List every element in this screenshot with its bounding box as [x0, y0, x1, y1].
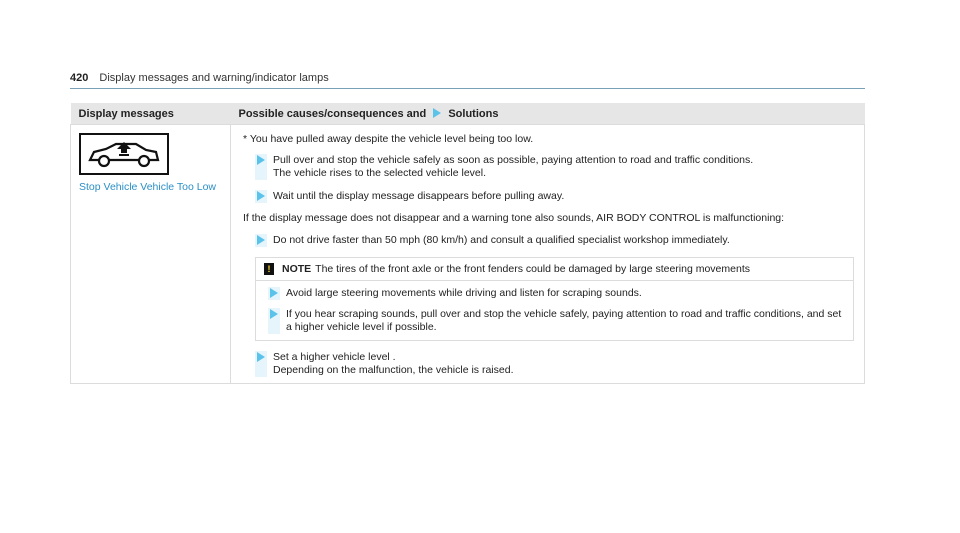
col-header-solutions	[231, 103, 865, 125]
step-3-text: Do not drive faster than 50 mph (80 km/h) and consult a qualified specialist workshop immediately.	[273, 234, 730, 246]
step-arrow-icon	[270, 288, 278, 298]
step-arrow-icon	[257, 191, 265, 201]
step-2-text: Wait until the display message disappears before pulling away.	[273, 190, 565, 202]
arrow-icon	[433, 108, 441, 118]
message-label: Stop Vehicle Vehicle Too Low	[79, 181, 216, 193]
step-arrow-icon	[257, 155, 265, 165]
step-3	[255, 234, 854, 247]
col-header-prefix: Possible causes/consequences and	[238, 108, 427, 120]
note-step-1-text: Avoid large steering movements while driving and listen for scraping sounds.	[286, 287, 642, 299]
step-arrow-icon	[270, 309, 278, 319]
vehicle-level-raise-icon	[79, 133, 169, 175]
step-arrow-icon	[257, 235, 265, 245]
display-message-table	[70, 103, 865, 384]
step-4-line2: Depending on the malfunction, the vehicle is raised.	[273, 364, 514, 376]
step-1-line1: Pull over and stop the vehicle safely as soon as possible, paying attention to road and traffic conditions.	[273, 154, 754, 166]
step-1-line2: The vehicle rises to the selected vehicle level.	[273, 167, 487, 179]
note-label: NOTE	[282, 263, 312, 275]
warning-icon: !	[264, 263, 274, 275]
page-header	[70, 72, 329, 84]
page-number: 420	[70, 72, 89, 84]
header-rule	[70, 88, 865, 89]
cause-text: * You have pulled away despite the vehicle level being too low.	[243, 133, 534, 145]
page-title: Display messages and warning/indicator lamps	[99, 72, 329, 84]
note-step-2-text: If you hear scraping sounds, pull over and stop the vehicle safely, paying attention to road and traffic conditions, and set a higher vehicle level if possible.	[286, 308, 842, 333]
step-2	[255, 190, 854, 203]
note-step-2	[268, 308, 845, 334]
step-4-line1: Set a higher vehicle level .	[273, 351, 396, 363]
note-text: The tires of the front axle or the front fenders could be damaged by large steering movements	[315, 263, 750, 275]
step-4	[255, 351, 854, 377]
step-arrow-icon	[257, 352, 265, 362]
solutions-cell	[231, 125, 865, 384]
note-box	[255, 257, 854, 341]
condition-text: If the display message does not disappear and a warning tone also sounds, AIR BODY CONTROL is malfunctioning:	[243, 212, 785, 224]
message-cell	[71, 125, 231, 384]
col-header-display-messages: Display messages	[71, 103, 231, 125]
col-header-suffix: Solutions	[448, 108, 499, 120]
step-1	[255, 154, 854, 180]
note-step-1	[268, 287, 845, 300]
